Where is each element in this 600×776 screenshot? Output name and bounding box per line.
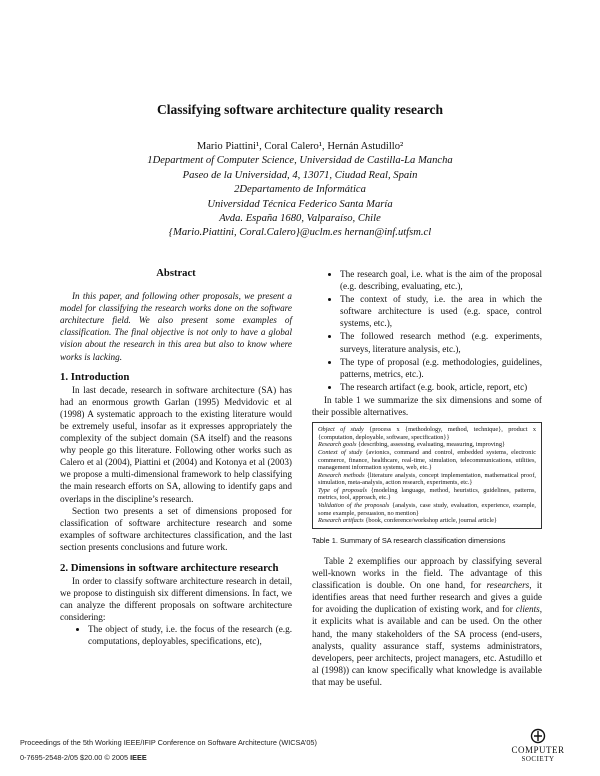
abstract-text: In this paper, and following other proposals, we present a model for classifying the research works done on the software architecture field. We also present some examples of classification. The final objective is not only to have a global vision about the research in this area but also to know where works is lacking. [60,291,292,362]
ieee-logo: IEEE [130,753,147,762]
list-item: • The context of study, i.e. the area in which the software architecture is used (e.g. space, control systems, etc.), [340,293,542,329]
list-item: • The type of proposal (e.g. methodologies, guidelines, patterns, metrics, etc.). [340,356,542,380]
table-row: Research methods {literature analysis, concept implementation, mathematical proof, simulation, meta-analysis, action research, experiments, etc.} [318,471,536,487]
table-row: Type of proposals {modeling language, method, heuristics, guidelines, patterns, metrics, tool, approach, etc.} [318,486,536,502]
section-2-heading: 2. Dimensions in software architecture research [60,561,279,574]
computer-society-logo: COMPUTER SOCIETY [503,728,573,764]
list-item: • The followed research method (e.g. experiments, surveys, literature analysis, etc.), [340,330,542,354]
author-block [60,140,540,241]
footer-proceedings: Proceedings of the 5th Working IEEE/IFIP Conference on Software Architecture (WICSA’05) [20,738,317,747]
computer-society-emblem-icon [529,728,547,744]
footer-isbn: 0-7695-2548-2/05 $20.00 © 2005 [20,753,129,762]
table-row: Object of study {process x {methodology, method, technique}, product x {computation, deployable, software, specification}} [318,426,536,441]
left-column [60,268,292,649]
section-2-paragraph-2: Table 2 exemplifies our approach by classifying several well-known works in the field. The advantage of this classification is double. On one hand, for researchers, it identifies areas that need further research and gives a guide for avoiding the duplication of existing work, and for clients, it explicits what is available and can be used. On the other hand, the many stakeholders of the SA process (end-users, analysts, quality assurance staff, systems administrators, developers, peer architects, project managers, etc. Astudillo et al (1998)) can know specifically what knowledge is available that may be useful. [312,555,542,687]
footer [20,738,317,762]
section-1-heading: 1. Introduction [60,370,130,383]
section-1-paragraph-2: Section two presents a set of dimensions proposed for classification of software architecture research and some examples of software architectures classification, and the last section presents conclusions and future work. [60,505,292,552]
dimension-list-left [60,623,292,647]
table-row: Research goals {describing, assessing, evaluating, measuring, improving} [318,441,505,449]
list-item: • The research goal, i.e. what is the aim of the proposal (e.g. describing, evaluating, etc.), [340,268,542,292]
affiliation-2: 2Departamento de Informática [234,184,366,196]
affiliation-2-address: Avda. España 1680, Valparaíso, Chile [219,213,381,225]
section-2-paragraph-1: In order to classify software architecture research in detail, we propose to distinguish six different dimensions. In fact, we can analyze the different proposals on software architecture considering: [60,575,292,623]
section-1-paragraph-1: In last decade, research in software architecture (SA) has had an enormous growth Garlan (1995) Medvidovic et al (1998) A systematic approach to the existing literature would be extremely useful, insofar as it expresses appropriately the complexity of the subject domain (SA itself) and the reasons why people go this literature. Following other works such as Calero et al (2004), Piattini et (2004) and Kotonya et al (2003) we propose a multi-dimensional framework to help classifying the main research efforts on SA, allowing to identify gaps and overlaps in the discipline’s research. [60,384,292,504]
affiliation-1: 1Department of Computer Science, Universidad de Castilla-La Mancha [147,155,453,167]
table-caption: Table 1. Summary of SA research classification dimensions [312,535,506,545]
right-column [312,268,542,688]
paper-title: Classifying software architecture quality research [157,102,443,117]
author-emails: {Mario.Piattini, Coral.Calero}@uclm.es hernan@inf.utfsm.cl [168,227,432,239]
affiliation-1-address: Paseo de la Universidad, 4, 13071, Ciudad Real, Spain [182,169,418,181]
table-row: Context of study {avionics, command and control, embedded systems, electronic commerce, finance, healthcare, real-time, simulation, telecommunications, utilities, management information systems, web, etc.} [318,448,536,472]
dimension-list-right [312,268,542,393]
table-row: Validation of the proposals {analysis, case study, evaluation, experience, example, some example, persuasion, no mention} [318,502,537,517]
author-names: Mario Piattini¹, Coral Calero¹, Hernán Astudillo² [196,141,404,152]
list-item: • The research artifact (e.g. book, article, report, etc) [340,381,542,393]
affiliation-2-university: Universidad Técnica Federico Santa María [207,198,393,210]
table-intro: In table 1 we summarize the six dimensions and some of their possible alternatives. [312,394,542,418]
table-row: Research artifacts {book, conference/workshop article, journal article} [318,517,497,525]
abstract-heading: Abstract [156,268,196,279]
list-item: • The object of study, i.e. the focus of the research (e.g. computations, deployables, specifications, etc), [88,623,292,647]
dimensions-table [312,422,542,529]
